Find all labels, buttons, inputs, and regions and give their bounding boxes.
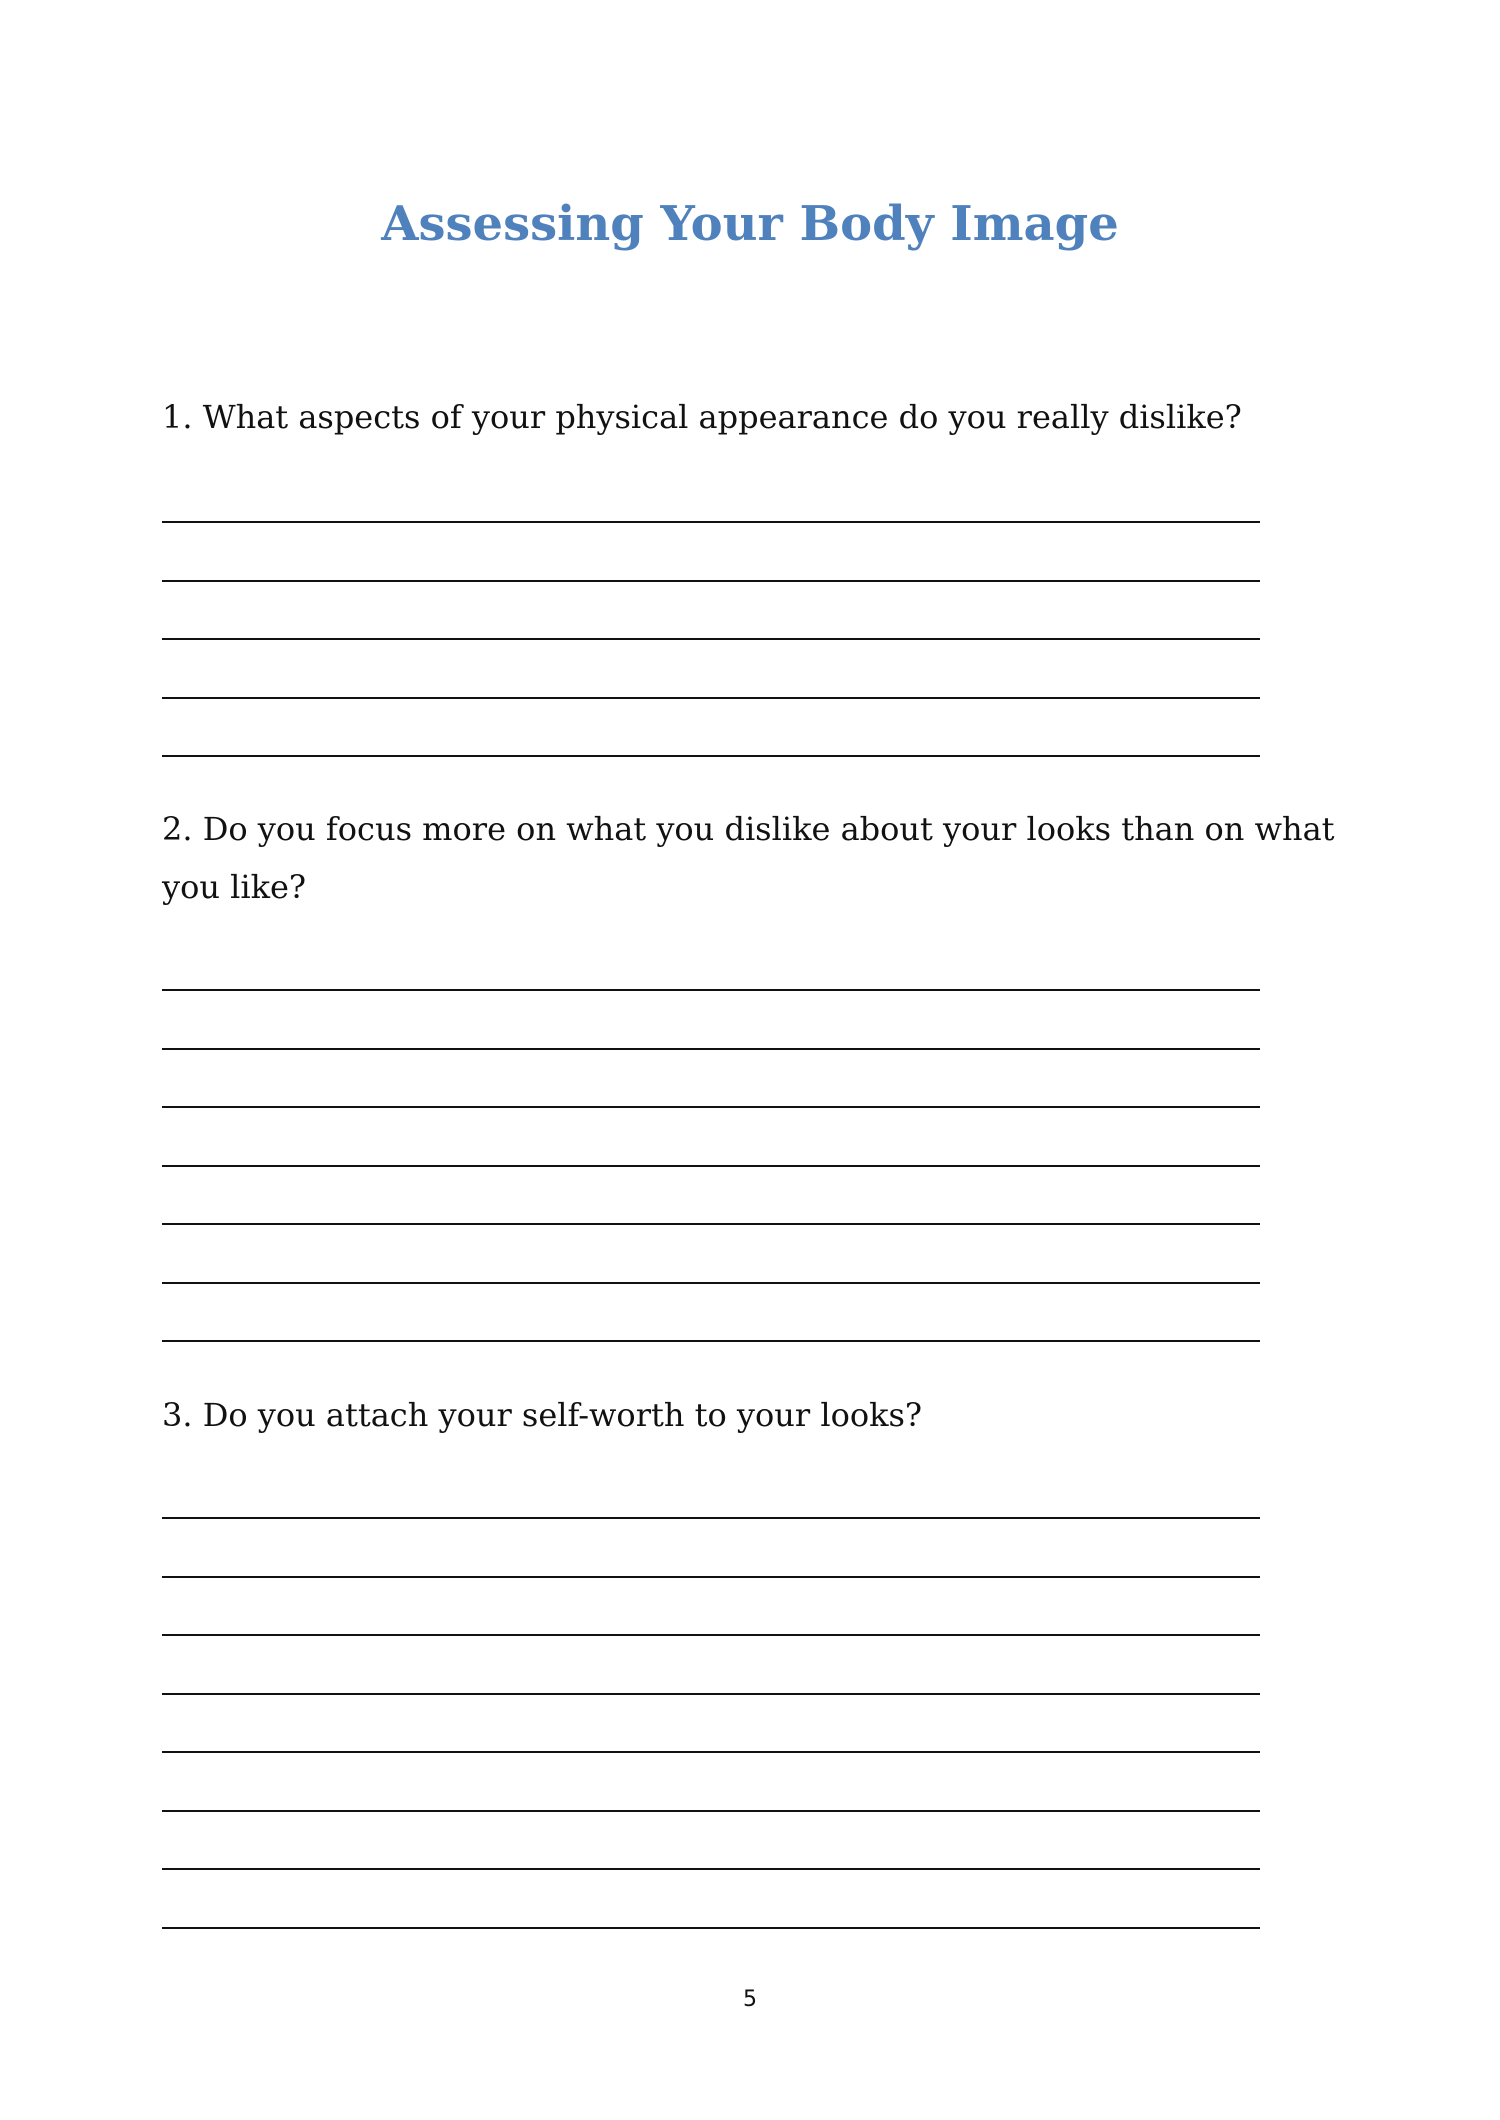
answer-line	[162, 1517, 1260, 1519]
answer-line	[162, 638, 1260, 640]
page-title: Assessing Your Body Image	[381, 196, 1119, 252]
answer-line	[162, 1868, 1260, 1870]
answer-line	[162, 1810, 1260, 1812]
answer-line	[162, 697, 1260, 699]
answer-line	[162, 1106, 1260, 1108]
answer-line	[162, 1223, 1260, 1225]
answer-line	[162, 1282, 1260, 1284]
answer-line	[162, 1576, 1260, 1578]
question-1: 1. What aspects of your physical appearance do you really dislike?	[162, 398, 1242, 436]
answer-line	[162, 580, 1260, 582]
answer-line	[162, 521, 1260, 523]
answer-line	[162, 1751, 1260, 1753]
answer-line	[162, 1340, 1260, 1342]
answer-line	[162, 1927, 1260, 1929]
answer-line	[162, 989, 1260, 991]
answer-line	[162, 1693, 1260, 1695]
answer-line	[162, 1634, 1260, 1636]
answer-line	[162, 755, 1260, 757]
answer-line	[162, 1048, 1260, 1050]
answer-line	[162, 1165, 1260, 1167]
question-2: 2. Do you focus more on what you dislike about your looks than on what you like?	[162, 810, 1335, 906]
question-3: 3. Do you attach your self-worth to your looks?	[162, 1396, 923, 1434]
page-number: 5	[743, 1987, 757, 2012]
